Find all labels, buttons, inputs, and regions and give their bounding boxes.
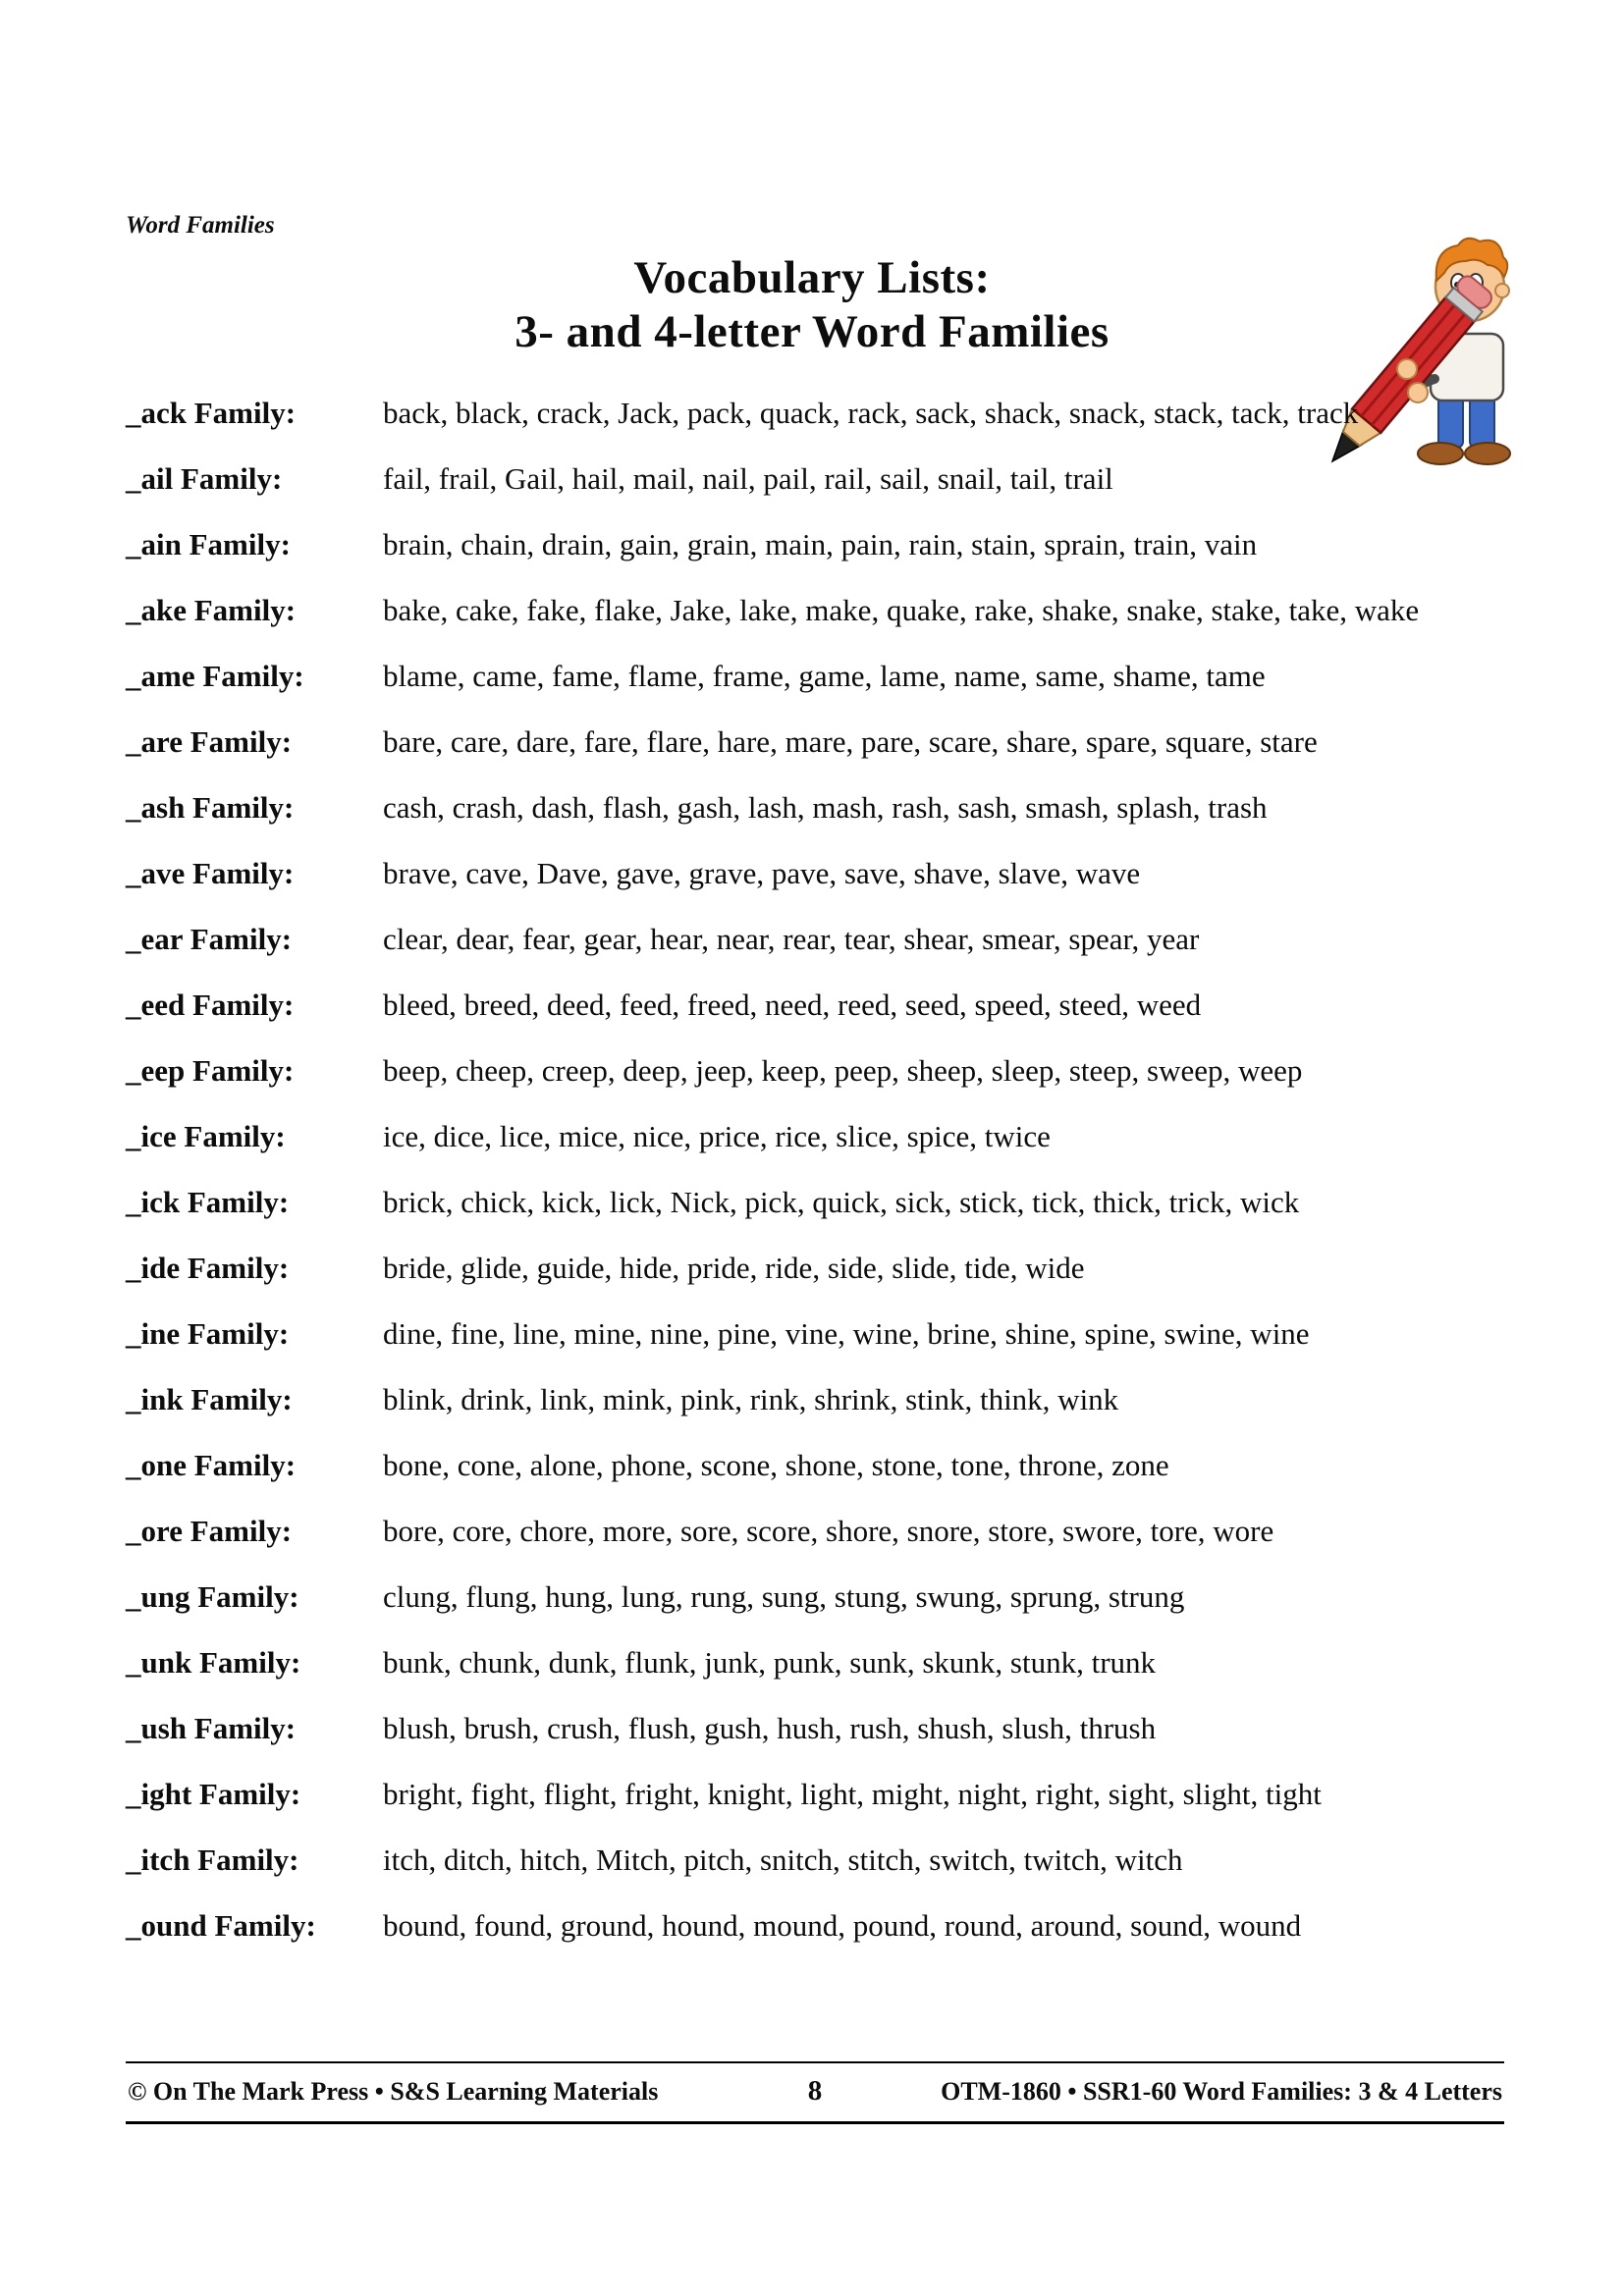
family-words: beep, cheep, creep, deep, jeep, keep, peep, sheep, sleep, steep, sweep, weep: [383, 1053, 1303, 1088]
family-words: bare, care, dare, fare, flare, hare, mare, pare, scare, share, spare, square, stare: [383, 724, 1318, 759]
family-words: brick, chick, kick, lick, Nick, pick, quick, sick, stick, tick, thick, trick, wick: [383, 1185, 1300, 1219]
family-label: _ine Family:: [126, 1316, 290, 1351]
page-category-label: Word Families: [126, 212, 275, 239]
family-list: [126, 395, 1504, 1973]
family-label: _ail Family:: [126, 461, 283, 496]
family-words: fail, frail, Gail, hail, mail, nail, pail, rail, sail, snail, tail, trail: [383, 461, 1113, 496]
family-label: _ight Family:: [126, 1777, 301, 1811]
family-label: _ick Family:: [126, 1185, 290, 1219]
family-words: blink, drink, link, mink, pink, rink, shrink, stink, think, wink: [383, 1382, 1119, 1416]
family-row: [126, 526, 1504, 563]
family-words: bound, found, ground, hound, mound, pound, round, around, sound, wound: [383, 1908, 1302, 1943]
family-label: _eed Family:: [126, 988, 295, 1022]
family-label: _ack Family:: [126, 396, 297, 430]
family-words: ice, dice, lice, mice, nice, price, rice, slice, spice, twice: [383, 1119, 1051, 1153]
family-words: brave, cave, Dave, gave, grave, pave, save, shave, slave, wave: [383, 856, 1141, 890]
family-label: _ound Family:: [126, 1908, 316, 1943]
family-label: _ink Family:: [126, 1382, 293, 1416]
family-words: clear, dear, fear, gear, hear, near, rear, tear, shear, smear, spear, year: [383, 922, 1200, 956]
family-words: bright, fight, flight, fright, knight, light, might, night, right, sight, slight, tight: [383, 1777, 1322, 1811]
family-label: _eep Family:: [126, 1053, 295, 1088]
family-words: cash, crash, dash, flash, gash, lash, mash, rash, sash, smash, splash, trash: [383, 790, 1268, 825]
page-title-line1: Vocabulary Lists:: [633, 252, 991, 303]
family-label: _ice Family:: [126, 1119, 286, 1153]
page-title-line2: 3- and 4-letter Word Families: [514, 306, 1110, 358]
family-words: bunk, chunk, dunk, flunk, junk, punk, sunk, skunk, stunk, trunk: [383, 1645, 1157, 1680]
family-words: bone, cone, alone, phone, scone, shone, stone, tone, throne, zone: [383, 1448, 1169, 1482]
family-label: _ave Family:: [126, 856, 295, 890]
family-label: _ain Family:: [126, 527, 291, 561]
family-row: [126, 1118, 1504, 1155]
family-row: [126, 1644, 1504, 1682]
family-row: [126, 395, 1504, 432]
family-row: [126, 1842, 1504, 1879]
family-row: [126, 855, 1504, 892]
family-row: [126, 1052, 1504, 1090]
family-row: [126, 1907, 1504, 1945]
family-row: [126, 460, 1504, 498]
family-label: _unk Family:: [126, 1645, 301, 1680]
family-row: [126, 921, 1504, 958]
family-words: brain, chain, drain, gain, grain, main, pain, rain, stain, sprain, train, vain: [383, 527, 1258, 561]
family-words: back, black, crack, Jack, pack, quack, rack, sack, shack, snack, stack, tack, track: [383, 396, 1359, 430]
footer-page-number: 8: [807, 2075, 823, 2107]
family-row: [126, 592, 1504, 629]
footer-product-code: OTM-1860 • SSR1-60 Word Families: 3 & 4 Letters: [941, 2076, 1502, 2106]
family-label: _itch Family:: [126, 1842, 299, 1877]
family-words: dine, fine, line, mine, nine, pine, vine, wine, brine, shine, spine, swine, wine: [383, 1316, 1310, 1351]
family-words: itch, ditch, hitch, Mitch, pitch, snitch, stitch, switch, twitch, witch: [383, 1842, 1183, 1877]
family-row: [126, 1776, 1504, 1813]
family-row: [126, 1710, 1504, 1747]
family-label: _ush Family:: [126, 1711, 297, 1745]
family-label: _are Family:: [126, 724, 293, 759]
page-footer: [126, 2061, 1504, 2124]
family-words: bake, cake, fake, flake, Jake, lake, make, quake, rake, shake, snake, stake, take, wake: [383, 593, 1420, 627]
family-label: _ash Family:: [126, 790, 295, 825]
family-label: _ame Family:: [126, 659, 304, 693]
family-row: [126, 658, 1504, 695]
family-row: [126, 1578, 1504, 1616]
family-label: _ake Family:: [126, 593, 297, 627]
family-row: [126, 1184, 1504, 1221]
family-row: [126, 723, 1504, 761]
family-row: [126, 1513, 1504, 1550]
family-words: bore, core, chore, more, sore, score, shore, snore, store, swore, tore, wore: [383, 1514, 1274, 1548]
family-label: _ear Family:: [126, 922, 293, 956]
family-row: [126, 1381, 1504, 1418]
family-words: bride, glide, guide, hide, pride, ride, side, slide, tide, wide: [383, 1251, 1085, 1285]
family-label: _one Family:: [126, 1448, 297, 1482]
family-label: _ide Family:: [126, 1251, 290, 1285]
family-words: blame, came, fame, flame, frame, game, lame, name, same, shame, tame: [383, 659, 1266, 693]
family-words: clung, flung, hung, lung, rung, sung, stung, swung, sprung, strung: [383, 1579, 1185, 1614]
family-row: [126, 1315, 1504, 1353]
family-row: [126, 789, 1504, 827]
family-words: bleed, breed, deed, feed, freed, need, reed, seed, speed, steed, weed: [383, 988, 1202, 1022]
family-label: _ung Family:: [126, 1579, 299, 1614]
family-row: [126, 1447, 1504, 1484]
family-row: [126, 987, 1504, 1024]
footer-publisher: © On The Mark Press • S&S Learning Materials: [128, 2076, 659, 2106]
family-label: _ore Family:: [126, 1514, 293, 1548]
family-words: blush, brush, crush, flush, gush, hush, rush, shush, slush, thrush: [383, 1711, 1157, 1745]
family-row: [126, 1250, 1504, 1287]
